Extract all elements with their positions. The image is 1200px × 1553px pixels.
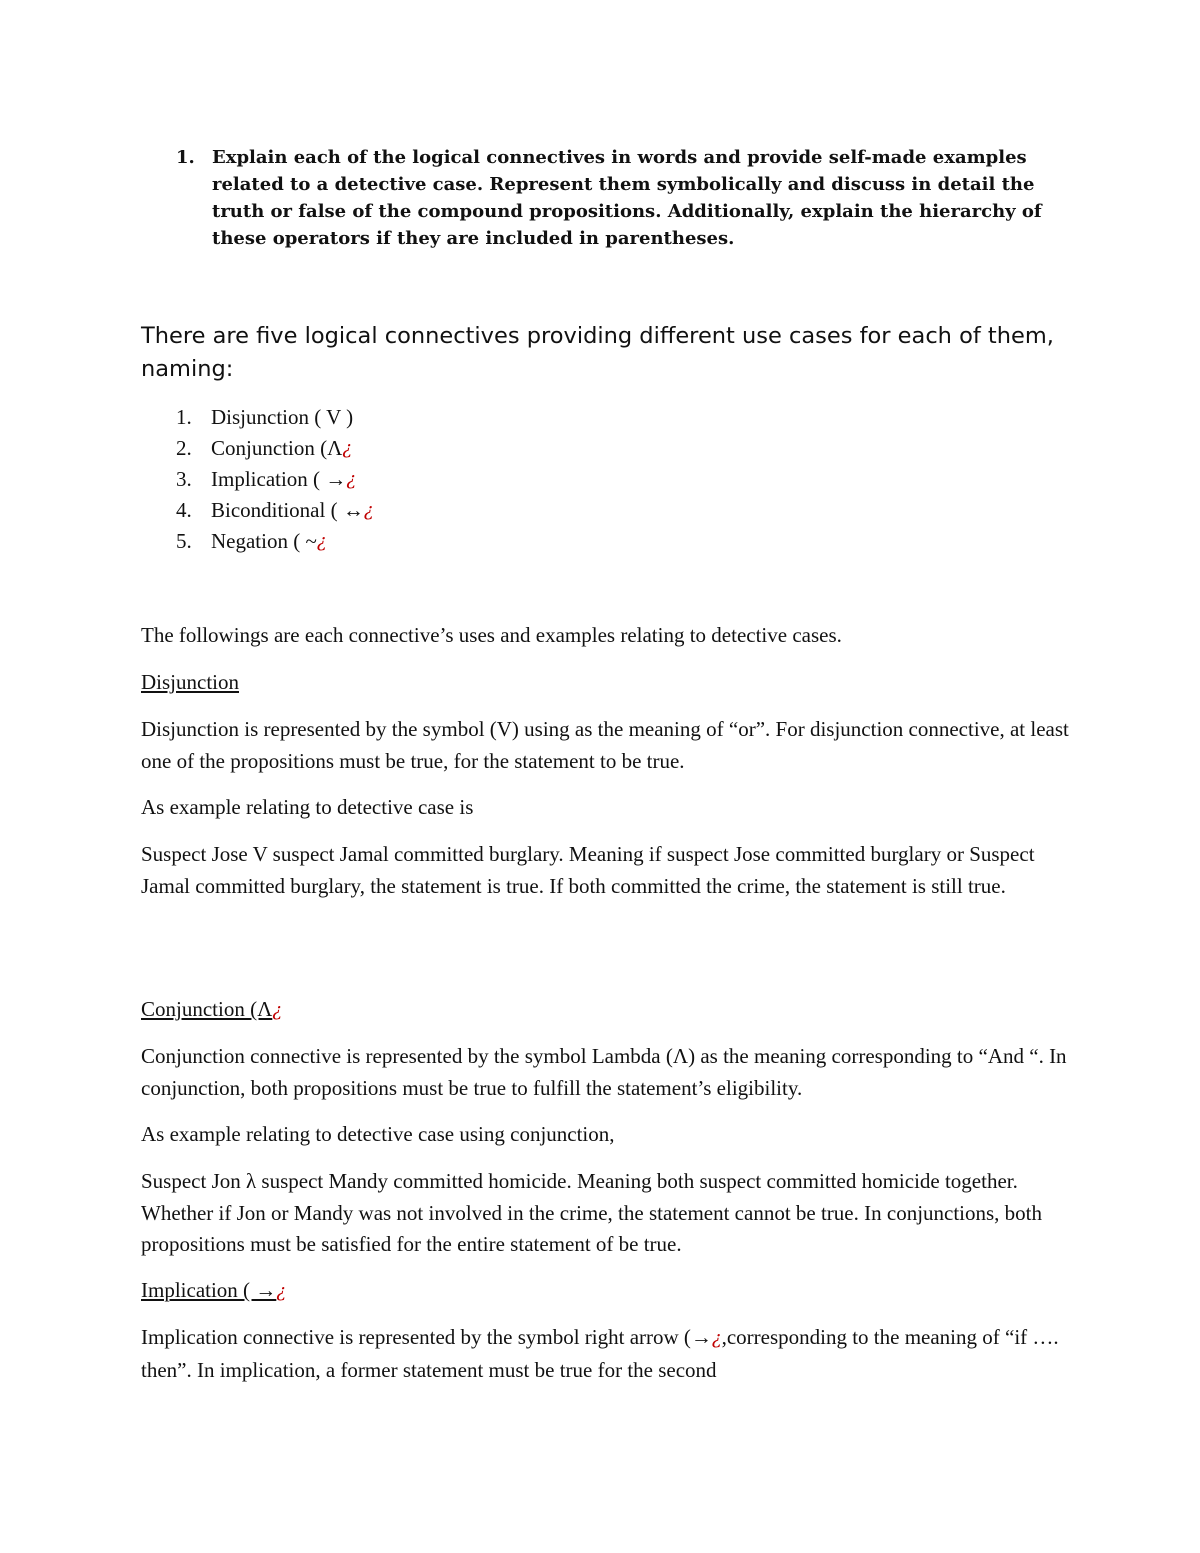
- list-item-number: 2.: [176, 436, 192, 460]
- symbol-glyph: ¿: [342, 438, 352, 459]
- conjunction-title-line: [141, 994, 1071, 1027]
- list-item: [176, 402, 373, 433]
- intro-heading: There are five logical connectives providing different use cases for each of them, naming:: [141, 323, 1054, 382]
- question-number: 1.: [176, 147, 195, 168]
- conjunction-title: Conjunction (Λ: [141, 997, 273, 1021]
- list-item-label: Biconditional ( ↔: [211, 498, 364, 522]
- symbol-glyph: ¿: [276, 1281, 286, 1302]
- list-item-number: 4.: [176, 498, 192, 522]
- symbol-glyph: ¿: [272, 1000, 282, 1021]
- connectives-list: [176, 402, 373, 557]
- implication-definition-start: Implication connective is represented by the symbol right arrow (→: [141, 1325, 712, 1349]
- list-item: [176, 526, 373, 557]
- disjunction-example-intro: As example relating to detective case is: [141, 795, 474, 819]
- list-item-number: 3.: [176, 467, 192, 491]
- list-item-label: Disjunction ( V ): [211, 405, 354, 429]
- symbol-glyph: ¿: [316, 531, 327, 552]
- implication-title-line: [141, 1275, 1071, 1308]
- list-item-label: Negation ( ~: [211, 529, 317, 553]
- followings-paragraph: The followings are each connective’s uses and examples relating to detective cases.: [141, 623, 842, 647]
- implication-title: Implication ( →: [141, 1278, 277, 1302]
- conjunction-example: Suspect Jon λ suspect Mandy committed homicide. Meaning both suspect committed homicide together. Whether if Jon or Mandy was not involved in the crime, the statement cannot be true. In conjunctions, both propositions must be satisfied for the entire statement of be true.: [141, 1169, 1043, 1256]
- disjunction-title: Disjunction: [141, 670, 239, 694]
- list-item-number: 5.: [176, 529, 192, 553]
- list-item: [176, 495, 373, 526]
- disjunction-definition: Disjunction is represented by the symbol (V) using as the meaning of “or”. For disjunction connective, at least one of the propositions must be true, for the statement to be true.: [141, 717, 1069, 773]
- symbol-glyph: ¿: [711, 1328, 722, 1349]
- implication-definition: [141, 1322, 1071, 1386]
- question-item: [176, 144, 1056, 252]
- disjunction-example: Suspect Jose V suspect Jamal committed burglary. Meaning if suspect Jose committed burglary or Suspect Jamal committed burglary, the statement is true. If both committed the crime, the statement is still true.: [141, 842, 1035, 898]
- symbol-glyph: ¿: [346, 469, 356, 490]
- list-item: [176, 464, 373, 495]
- conjunction-example-intro: As example relating to detective case using conjunction,: [141, 1122, 615, 1146]
- list-item-number: 1.: [176, 405, 192, 429]
- list-item: [176, 433, 373, 464]
- symbol-glyph: ¿: [363, 500, 374, 521]
- conjunction-definition: Conjunction connective is represented by the symbol Lambda (Λ) as the meaning corresponding to “And “. In conjunction, both propositions must be true to fulfill the statement’s eligibility.: [141, 1044, 1067, 1100]
- question-text: Explain each of the logical connectives in words and provide self-made examples related to a detective case. Represent them symbolically and discuss in detail the truth or false of the compound propositions. Additionally, explain the hierarchy of these operators if they are included in parentheses.: [212, 147, 1042, 249]
- list-item-label: Conjunction (Λ: [211, 436, 343, 460]
- list-item-label: Implication ( →: [211, 467, 347, 491]
- implication-definition-end: ,corresponding to the meaning of “if …. then”. In implication, a former statement must be true for the second: [141, 1325, 1059, 1382]
